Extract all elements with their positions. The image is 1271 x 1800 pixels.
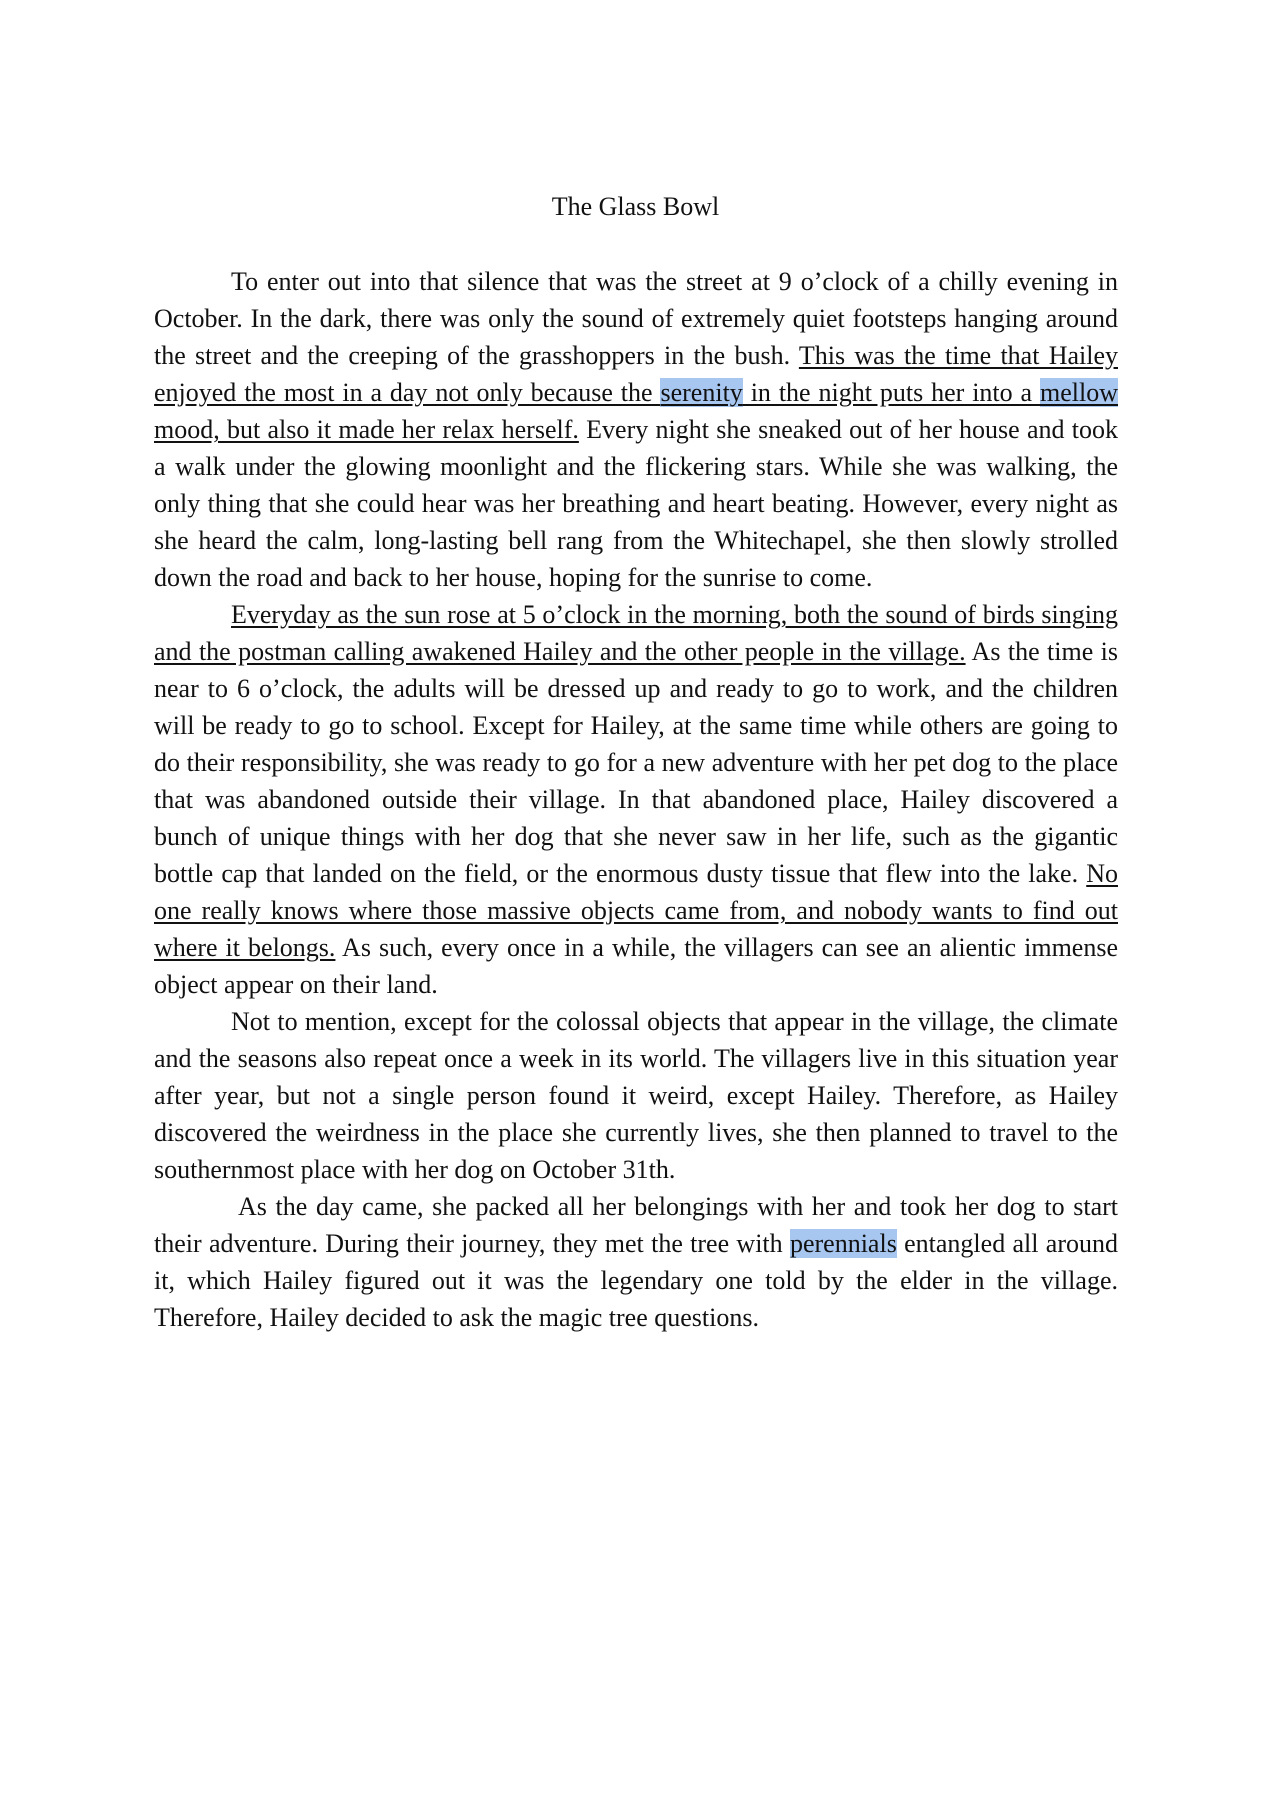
document-body [154,263,1118,1336]
highlighted-word: serenity [660,378,743,407]
paragraph-3 [154,1003,1118,1188]
text-run: To enter out into that silence that was the street at 9 o’clock of a chilly evening in October. In the dark, there was only the sound of extremely quiet footsteps hanging around the street and the creeping of the grasshoppers in the bush. [154,267,1118,370]
text-run: Not to mention, except for the colossal objects that appear in the village, the climate and the seasons also repeat once a week in its world. The villagers live in this situation year after year, but not a single person found it weird, except Hailey. Therefore, as Hailey discovered the weirdness in the place she currently lives, she then planned to travel to the southernmost place with her dog on October 31th. [154,1007,1118,1184]
text-run: As such, every once in a while, the villagers can see an alientic immense object appear on their land. [154,933,1118,999]
paragraph-2 [154,596,1118,1003]
underlined-text: Everyday as the sun rose at 5 o’clock in the morning, both the sound of birds singing and the postman calling awakened Hailey and the other people in the village. [154,600,1118,666]
underlined-text: in the night puts her into a [742,378,1040,407]
underlined-text: No one really knows where those massive objects came from, and nobody wants to find out where it belongs. [154,859,1118,962]
text-run: As the time is near to 6 o’clock, the adults will be dressed up and ready to go to work, and the children will be ready to go to school. Except for Hailey, at the same time while others are going to do their responsibility, she was ready to go for a new adventure with her pet dog to the place that was abandoned outside their village. In that abandoned place, Hailey discovered a bunch of unique things with her dog that she never saw in her life, such as the gigantic bottle cap that landed on the field, or the enormous dusty tissue that flew into the lake. [154,637,1118,888]
text-run: As the day came, she packed all her belongings with her and took her dog to start their adventure. During their journey, they met the tree with [154,1192,1118,1258]
text-run: entangled all around it, which Hailey figured out it was the legendary one told by the elder in the village. Therefore, Hailey decided to ask the magic tree questions. [154,1229,1118,1332]
underlined-text: This was the time that Hailey enjoyed the most in a day not only because the [154,341,1118,407]
underlined-text: mood, but also it made her relax herself. [154,415,579,444]
text-run: Every night she sneaked out of her house and took a walk under the glowing moonlight and the flickering stars. While she was walking, the only thing that she could hear was her breathing and heart beating. However, every night as she heard the calm, long-lasting bell rang from the Whitechapel, she then slowly strolled down the road and back to her house, hoping for the sunrise to come. [154,415,1118,592]
paragraph-1 [154,263,1118,596]
document-title: The Glass Bowl [551,192,720,221]
highlighted-word: mellow [1040,378,1118,407]
highlighted-word: perennials [789,1229,897,1258]
paragraph-4 [154,1188,1118,1336]
